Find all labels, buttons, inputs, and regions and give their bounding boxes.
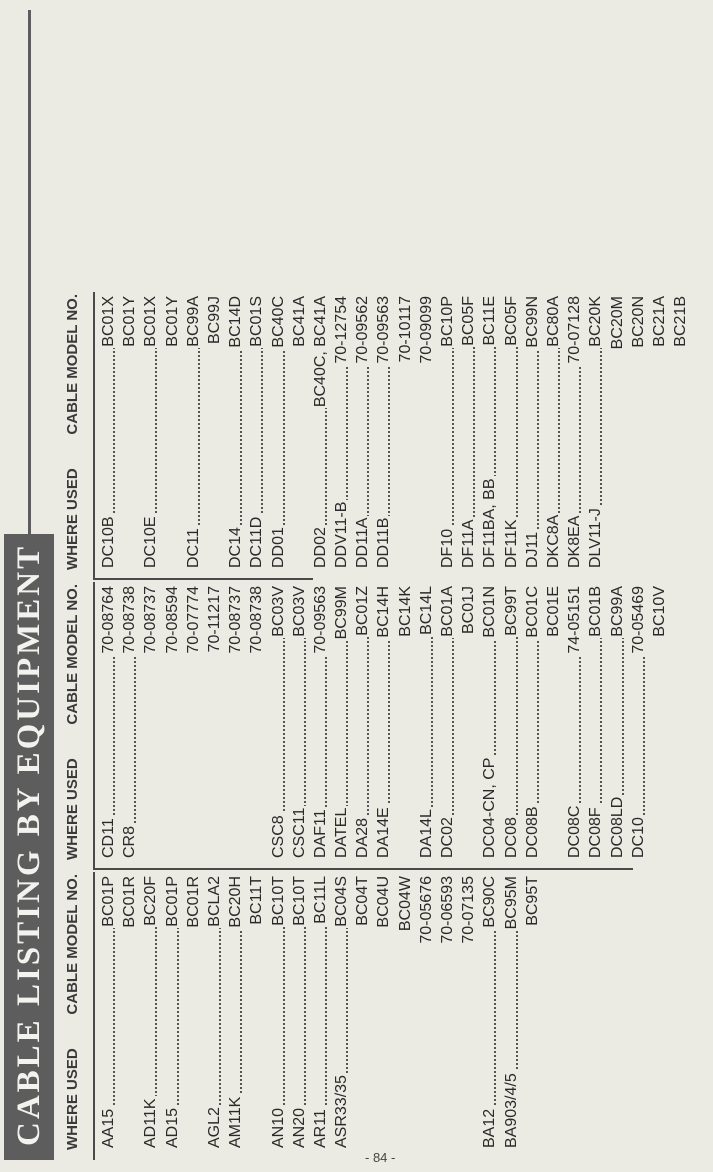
where-used-cell: BA903/4/5 [501, 1071, 522, 1148]
where-used-cell: DC08C [564, 804, 585, 858]
where-used-cell: AA15 [98, 1107, 119, 1148]
table-row [564, 296, 585, 568]
cable-model-cell: BC40C, BC41A [310, 296, 331, 408]
table-row [204, 586, 225, 858]
table-row [437, 876, 458, 1148]
cable-model-cell: BC01R [121, 876, 139, 928]
cable-model-cell: BC14K [396, 586, 414, 637]
table-row [437, 296, 458, 568]
cable-model-cell: BC11E [479, 296, 500, 347]
table-row [373, 586, 394, 858]
cable-model-cell: BC14H [373, 586, 394, 639]
where-used-cell: ASR33/35 [331, 1073, 352, 1148]
table-row [204, 876, 225, 1148]
cable-model-cell: BC03V [289, 586, 310, 638]
where-used-cell: AD15 [162, 1106, 183, 1148]
table-row [162, 296, 183, 568]
where-used-cell: AN10 [268, 1106, 289, 1148]
header-where-used: WHERE USED [64, 758, 81, 860]
cable-model-cell: BC01Y [163, 296, 181, 347]
header-rule [93, 872, 95, 1160]
table-row [119, 876, 140, 1148]
table-row [183, 876, 204, 1148]
table-row [140, 586, 161, 858]
cable-model-cell: BC95T [523, 876, 541, 926]
where-used-cell: AD11K [140, 1096, 161, 1148]
where-used-cell: CD11 [98, 816, 119, 858]
table-row [98, 876, 119, 1148]
cable-model-cell: 70-05676 [417, 876, 435, 944]
where-used-cell: DF10 [437, 527, 458, 568]
where-used-cell: DC08B [522, 804, 543, 858]
cable-model-cell: BC95M [501, 876, 522, 930]
where-used-cell: DDV11-B [331, 500, 352, 568]
cable-model-cell: 70-12754 [331, 296, 352, 365]
cable-model-cell: BC01J [460, 586, 478, 635]
cable-model-cell: BC14L [416, 586, 437, 636]
table-row [225, 876, 246, 1148]
where-used-cell: DF11K [501, 517, 522, 568]
where-used-cell: DC04-CN, CP [479, 756, 500, 858]
table-row [649, 296, 670, 568]
cable-model-cell: BC04W [396, 876, 414, 932]
cable-model-cell: 70-09099 [417, 296, 435, 364]
cable-model-cell: BC20F [140, 876, 161, 927]
cable-model-cell: 70-09563 [310, 586, 331, 655]
table-row [140, 296, 161, 568]
table-row [479, 586, 500, 858]
where-used-cell: DD11A [352, 516, 373, 568]
cable-model-cell: BC01S [246, 296, 267, 348]
where-used-cell: DC02 [437, 815, 458, 858]
table-row [331, 876, 352, 1148]
cable-model-cell: 74-05151 [564, 586, 585, 655]
table-row [458, 586, 479, 858]
table-row [204, 296, 225, 568]
table-row [183, 296, 204, 568]
title-rule [28, 10, 31, 534]
cable-model-cell: BC10T [289, 876, 310, 927]
table-row [543, 586, 564, 858]
cable-model-cell: BC21A [650, 296, 668, 347]
header-cable-model: CABLE MODEL NO. [64, 874, 81, 1015]
where-used-cell: DC10E [140, 514, 161, 568]
table-row [479, 296, 500, 568]
cable-model-cell: BC05F [501, 296, 522, 347]
cable-model-cell: BC01P [162, 876, 183, 928]
table-row [225, 586, 246, 858]
table-row [437, 586, 458, 858]
column-2 [58, 582, 713, 870]
cable-model-cell: BC99J [205, 296, 223, 345]
table-row [225, 296, 246, 568]
table-row [140, 876, 161, 1148]
cable-model-cell: BC01R [184, 876, 202, 928]
cable-model-cell: BC03V [268, 586, 289, 638]
cable-model-cell: BC01Z [352, 586, 373, 637]
cable-model-cell: BC99M [331, 586, 352, 640]
table-row [479, 876, 500, 1148]
header-rule [93, 292, 95, 580]
table-row [246, 586, 267, 858]
table-row [268, 876, 289, 1148]
cable-model-cell: 70-11217 [205, 586, 223, 653]
cable-model-cell: BC99T [501, 586, 522, 637]
column-divider [93, 578, 313, 580]
table-row [352, 296, 373, 568]
cable-model-cell: BC99A [183, 296, 204, 348]
table-row [501, 586, 522, 858]
cable-model-cell: BC01P [98, 876, 119, 928]
column-header [58, 872, 92, 1160]
cable-model-cell: BC11T [248, 876, 266, 925]
cable-model-cell: 70-05469 [628, 586, 649, 655]
where-used-cell: DA28 [352, 816, 373, 858]
title-banner [4, 10, 54, 1160]
row-list [98, 586, 670, 858]
table-row [331, 586, 352, 858]
cable-model-cell: BC20N [629, 296, 647, 348]
table-row [352, 586, 373, 858]
column-3 [58, 292, 713, 580]
table-row [501, 296, 522, 568]
cable-model-cell: BCLA2 [204, 876, 225, 928]
cable-model-cell: BC80A [543, 296, 564, 348]
column-header [58, 292, 92, 580]
where-used-cell: DF11BA, BB [479, 476, 500, 568]
where-used-cell: DLV11-J [585, 506, 606, 568]
where-used-cell: CSC11 [289, 806, 310, 858]
table-row [183, 586, 204, 858]
table-row [607, 586, 628, 858]
where-used-cell: DD11B [373, 516, 394, 568]
table-row [162, 876, 183, 1148]
where-used-cell: DA14L [416, 807, 437, 858]
cable-model-cell: BC04S [331, 876, 352, 928]
cable-model-cell: 70-10117 [396, 296, 414, 363]
cable-model-cell: 70-07128 [564, 296, 585, 365]
where-used-cell: DC11 [183, 526, 204, 568]
cable-model-cell: BC04U [375, 876, 393, 928]
table-row [268, 296, 289, 568]
cable-model-cell: 70-07774 [184, 586, 202, 654]
table-row [395, 296, 416, 568]
cable-model-cell: BC01E [544, 586, 562, 637]
cable-model-cell: BC21B [672, 296, 690, 347]
cable-model-cell: BC99N [522, 296, 543, 349]
row-list [98, 296, 691, 568]
header-where-used: WHERE USED [64, 468, 81, 570]
cable-model-cell: BC11L [310, 876, 331, 925]
page-title: CABLE LISTING BY EQUIPMENT [4, 534, 54, 1160]
table-row [416, 586, 437, 858]
column-divider [93, 868, 633, 870]
cable-model-cell: BC14D [225, 296, 246, 349]
table-row [501, 876, 522, 1148]
where-used-cell: AR11 [310, 1107, 331, 1148]
table-row [607, 296, 628, 568]
column-1 [58, 872, 713, 1160]
row-list [98, 876, 543, 1148]
column-header [58, 582, 92, 870]
table-row [522, 296, 543, 568]
where-used-cell: DD01 [268, 525, 289, 568]
table-row [268, 586, 289, 858]
table-row [628, 586, 649, 858]
cable-model-cell: BC04T [354, 876, 372, 926]
cable-model-cell: 70-06593 [439, 876, 456, 944]
where-used-cell: CR8 [119, 824, 140, 858]
table-row [416, 876, 437, 1148]
where-used-cell: AGL2 [204, 1105, 225, 1148]
where-used-cell: DAF11 [310, 807, 331, 858]
where-used-cell: AN20 [289, 1106, 310, 1148]
table-row [162, 586, 183, 858]
header-where-used: WHERE USED [64, 1048, 81, 1150]
table-row [331, 296, 352, 568]
cable-model-cell: 70-08737 [227, 586, 245, 654]
where-used-cell: DD02 [310, 525, 331, 568]
where-used-cell: DC14 [225, 525, 246, 568]
cable-model-cell: 70-07135 [460, 876, 478, 944]
cable-model-cell: BC01X [98, 296, 119, 348]
cable-model-cell: BC01N [479, 586, 500, 639]
table-row [395, 876, 416, 1148]
cable-model-cell: BC10T [268, 876, 289, 927]
cable-model-cell: BC01X [140, 296, 161, 348]
table-row [564, 586, 585, 858]
cable-model-cell: BC99A [607, 586, 628, 638]
table-row [98, 296, 119, 568]
cable-model-cell: BC01Y [121, 296, 139, 347]
table-row [119, 586, 140, 858]
table-row [585, 296, 606, 568]
table-row [98, 586, 119, 858]
table-row [543, 296, 564, 568]
where-used-cell: DKC8A [543, 513, 564, 568]
table-row [458, 296, 479, 568]
table-row [310, 876, 331, 1148]
where-used-cell: DC10 [628, 815, 649, 858]
cable-model-cell: BC41A [290, 296, 308, 347]
header-cable-model: CABLE MODEL NO. [64, 294, 81, 435]
where-used-cell: AM11K [225, 1095, 246, 1148]
table-row [628, 296, 649, 568]
where-used-cell: CSC8 [268, 813, 289, 858]
table-row [373, 876, 394, 1148]
cable-model-cell: 70-09563 [373, 296, 394, 365]
cable-model-cell: BC40C [268, 296, 289, 349]
cable-model-cell: 70-08738 [248, 586, 266, 654]
where-used-cell: DC08F [585, 805, 606, 858]
cable-model-cell: BC01B [585, 586, 606, 638]
table-row [289, 876, 310, 1148]
table-row [246, 876, 267, 1148]
table-row [310, 586, 331, 858]
cable-model-cell: 70-08738 [119, 586, 140, 655]
table-row [289, 586, 310, 858]
table-row [119, 296, 140, 568]
where-used-cell: DK8EA [564, 514, 585, 568]
where-used-cell: DC10B [98, 514, 119, 568]
table-row [458, 876, 479, 1148]
cable-model-cell: BC20H [225, 876, 246, 929]
where-used-cell: DJ11 [522, 530, 543, 568]
table-row [289, 296, 310, 568]
header-cable-model: CABLE MODEL NO. [64, 584, 81, 725]
table-row [522, 586, 543, 858]
table-row [373, 296, 394, 568]
cable-model-cell: BC20K [585, 296, 606, 348]
page-number: - 84 - [365, 1150, 396, 1165]
where-used-cell: BA12 [479, 1107, 500, 1148]
table-row [416, 296, 437, 568]
table-row [670, 296, 691, 568]
table-row [246, 296, 267, 568]
table-row [395, 586, 416, 858]
table-row [649, 586, 670, 858]
cable-model-cell: 70-08594 [163, 586, 181, 654]
where-used-cell: DF11A [458, 517, 479, 568]
cable-model-cell: BC01C [522, 586, 543, 639]
where-used-cell: DC08LD [607, 795, 628, 858]
table-row [522, 876, 543, 1148]
where-used-cell: DC11D [246, 515, 267, 568]
cable-model-cell: 70-08764 [98, 586, 119, 655]
header-rule [93, 582, 95, 870]
cable-model-cell: BC90C [479, 876, 500, 929]
cable-model-cell: 70-09562 [352, 296, 373, 365]
cable-model-cell: BC01A [437, 586, 458, 638]
cable-model-cell: BC05F [458, 296, 479, 347]
cable-model-cell: BC10V [650, 586, 668, 637]
table-row [352, 876, 373, 1148]
table-row [585, 586, 606, 858]
where-used-cell: DATEL [331, 806, 352, 858]
cable-model-cell: BC10P [437, 296, 458, 348]
table-row [310, 296, 331, 568]
cable-model-cell: BC20M [608, 296, 626, 350]
where-used-cell: DA14E [373, 805, 394, 858]
cable-model-cell: 70-08737 [142, 586, 160, 654]
where-used-cell: DC08 [501, 815, 522, 858]
